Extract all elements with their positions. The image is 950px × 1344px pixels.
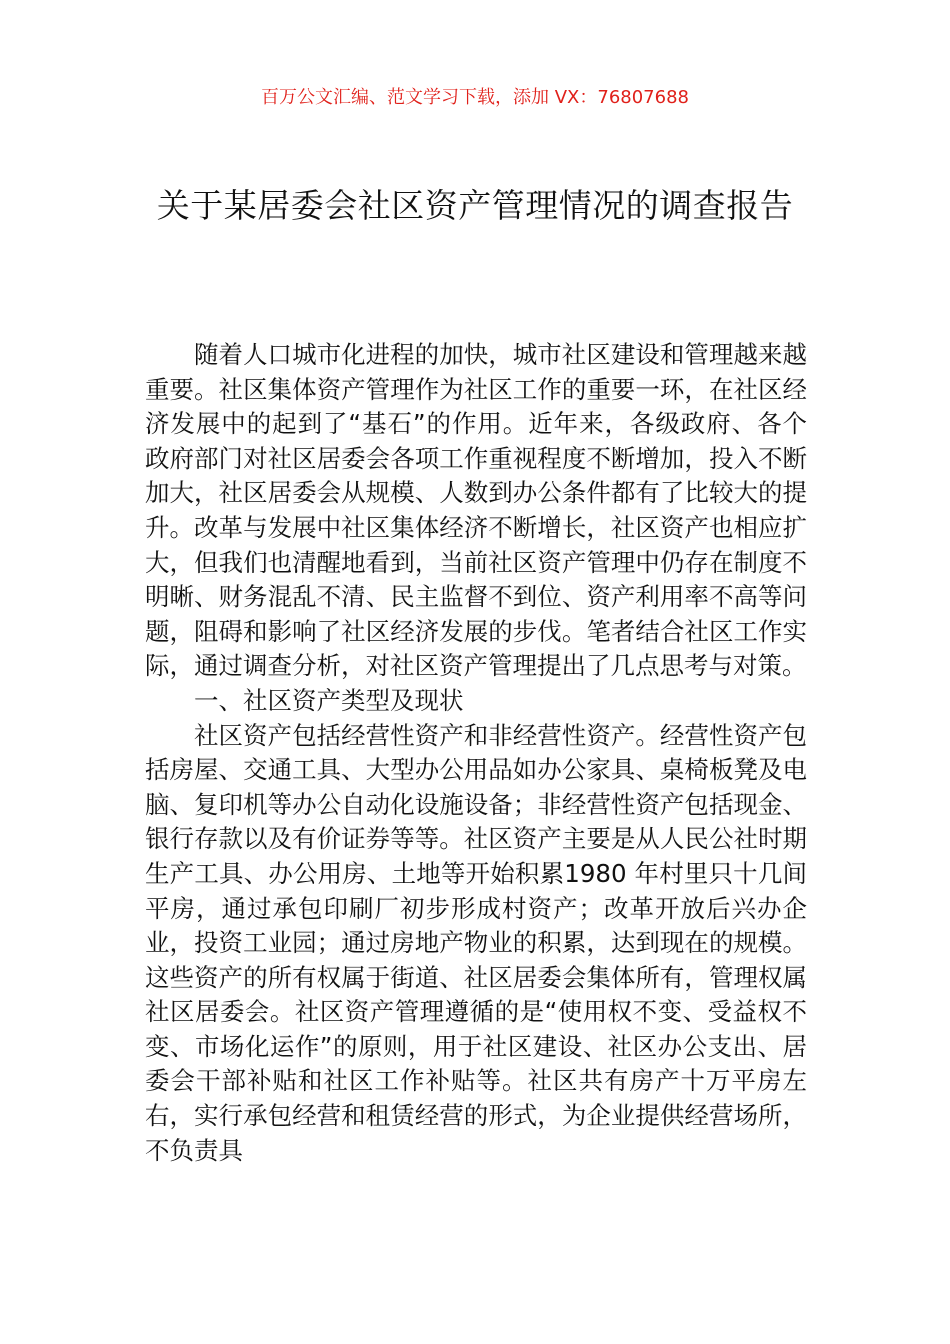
document-title: 关于某居委会社区资产管理情况的调查报告: [156, 186, 794, 225]
document-body: [145, 338, 807, 1168]
watermark-text: 百万公文汇编、范文学习下载，添加 VX：76807688: [261, 87, 689, 108]
paragraph-assets: 社区资产包括经营性资产和非经营性资产。经营性资产包括房屋、交通工具、大型办公用品如办公家具、桌椅板凳及电脑、复印机等办公自动化设施设备；非经营性资产包括现金、银行存款以及有价证券等等。社区资产主要是从人民公社时期生产工具、办公用房、土地等开始积累1980 年村里只十几间平房，通过承包印刷厂初步形成村资产；改革开放后兴办企业，投资工业园；通过房地产物业的积累，达到现在的规模。这些资产的所有权属于街道、社区居委会集体所有，管理权属社区居委会。社区资产管理遵循的是“使用权不变、受益权不变、市场化运作”的原则，用于社区建设、社区办公支出、居委会干部补贴和社区工作补贴等。社区共有房产十万平房左右，实行承包经营和租赁经营的形式，为企业提供经营场所，不负责具: [145, 720, 807, 1165]
section-heading-1: 一、社区资产类型及现状: [194, 685, 464, 715]
paragraph-intro: 随着人口城市化进程的加快，城市社区建设和管理越来越重要。社区集体资产管理作为社区工作的重要一环，在社区经济发展中的起到了“基石”的作用。近年来，各级政府、各个政府部门对社区居委会各项工作重视程度不断增加，投入不断加大，社区居委会从规模、人数到办公条件都有了比较大的提升。改革与发展中社区集体经济不断增长，社区资产也相应扩大，但我们也清醒地看到，当前社区资产管理中仍存在制度不明晰、财务混乱不清、民主监督不到位、资产利用率不高等问题，阻碍和影响了社区经济发展的步伐。笔者结合社区工作实际，通过调查分析，对社区资产管理提出了几点思考与对策。: [145, 340, 807, 681]
